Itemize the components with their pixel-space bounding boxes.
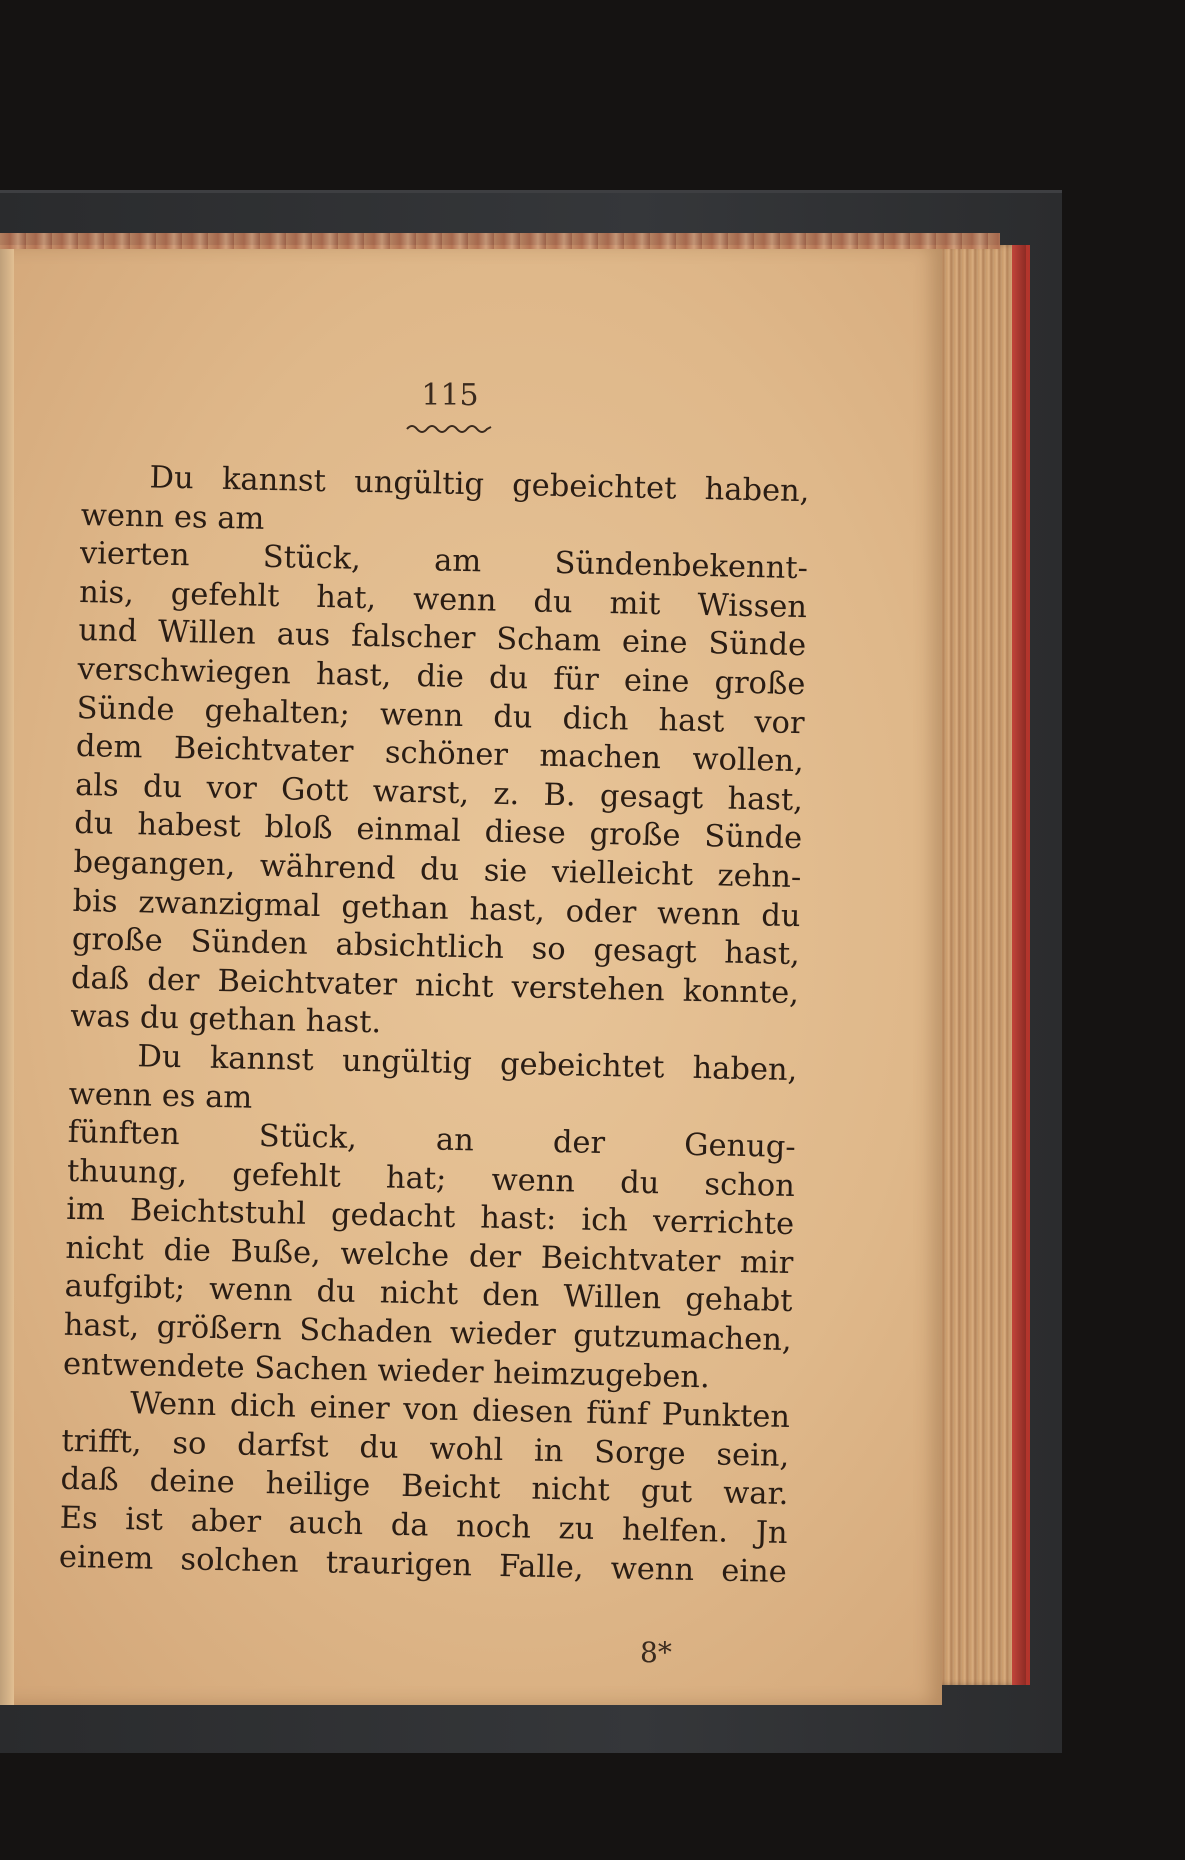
word: hat, (316, 579, 377, 616)
word: den (481, 1278, 540, 1315)
word: Jn (755, 1515, 788, 1552)
word: helfen. (621, 1512, 729, 1550)
word: einer (309, 1390, 390, 1427)
word: Buße, (230, 1234, 322, 1272)
word: Stück, (258, 1118, 358, 1156)
word: machen (539, 738, 662, 777)
word: Du (137, 1039, 182, 1076)
word: oder (565, 893, 637, 931)
word: Du (149, 460, 195, 497)
word: da (390, 1507, 429, 1544)
word: so (172, 1425, 207, 1462)
word: verschwiegen (77, 651, 292, 692)
word: kannst (221, 461, 327, 500)
word: bis (72, 883, 119, 920)
word: bloß (264, 810, 333, 847)
word: Gott (280, 771, 349, 809)
word: nicht (379, 1275, 459, 1313)
word: Beichtvater (540, 1240, 721, 1280)
word: verrichte (652, 1204, 795, 1243)
word: eine (720, 1553, 788, 1590)
word: große (71, 922, 164, 959)
word: vor (753, 704, 805, 741)
word: du (316, 1274, 357, 1311)
word: du (619, 1165, 660, 1201)
word: wenn (379, 696, 464, 734)
word: vor (206, 770, 258, 807)
word: wieder (449, 1315, 557, 1354)
word: der (552, 1125, 606, 1162)
word: ungültig (353, 464, 485, 503)
word: hast, (723, 935, 801, 973)
word: die (416, 659, 465, 696)
word: größern (156, 1309, 283, 1348)
word: Sünde (704, 819, 803, 857)
word: Sündenbekennt- (554, 546, 809, 587)
word: und (78, 613, 138, 650)
word: Willen (563, 1279, 662, 1317)
word: nicht (414, 967, 494, 1005)
word: auch (288, 1505, 364, 1543)
word: diesen (471, 1393, 574, 1431)
word: sie (483, 853, 528, 890)
word: Falle, (498, 1548, 584, 1586)
ornament-rule-icon (405, 420, 493, 434)
word: Sorge (593, 1434, 687, 1472)
word: wenn (491, 1162, 576, 1200)
word: daß (60, 1462, 120, 1499)
word: gut (640, 1474, 693, 1511)
word: ungültig (341, 1043, 473, 1082)
word: wohl (429, 1431, 504, 1468)
word: vielleicht (551, 854, 694, 893)
word: so (531, 931, 567, 968)
word: mir (739, 1244, 794, 1281)
word: darfst (236, 1427, 330, 1465)
word: Es (59, 1500, 99, 1537)
word: noch (455, 1509, 532, 1546)
word: dem (75, 729, 143, 766)
word: nicht (531, 1472, 611, 1509)
word: daß (70, 960, 130, 997)
text-line: wenn es am (80, 497, 265, 537)
word: wenn (610, 1550, 695, 1588)
word: der (146, 962, 200, 999)
word: gedacht (330, 1197, 456, 1236)
word: begangen, (73, 844, 236, 884)
word: Punkten (661, 1397, 791, 1436)
word: vierten (79, 536, 190, 574)
word: warst, (372, 773, 470, 811)
word: wenn (656, 895, 741, 933)
word: während (259, 848, 396, 887)
word: Beichtvater (173, 731, 354, 770)
word: von (402, 1392, 459, 1429)
word: schon (704, 1166, 796, 1204)
word: hast (658, 702, 725, 740)
word: die (163, 1232, 212, 1269)
word: haben, (704, 472, 810, 510)
word: du (493, 699, 533, 736)
word: habest (137, 807, 242, 845)
word: einmal (356, 812, 462, 850)
word: z. (493, 776, 520, 812)
word: gebeichtet (511, 468, 677, 507)
word: der (468, 1239, 522, 1276)
word: Scham (495, 622, 602, 660)
word: Schaden (298, 1312, 433, 1351)
word: du (359, 1429, 399, 1466)
word: fünf (585, 1396, 649, 1433)
word: solchen (180, 1541, 300, 1580)
word: für (552, 661, 600, 698)
word: nis, (78, 574, 135, 611)
word: gethan (341, 889, 450, 927)
word: du (73, 806, 114, 843)
word: Genug- (683, 1127, 797, 1166)
word: absichtlich (335, 927, 505, 967)
word: du (488, 660, 529, 697)
word: eine (623, 663, 690, 700)
word: traurigen (325, 1544, 473, 1584)
word: B. (543, 777, 577, 814)
word: hast, (315, 656, 392, 694)
word: verstehen (511, 969, 666, 1009)
word: du (760, 897, 801, 934)
word: Willen (157, 615, 257, 653)
word: hast, (469, 891, 546, 929)
word: du (419, 852, 460, 888)
word: Beichtvater (217, 963, 398, 1003)
text-line: was du gethan hast. (69, 999, 382, 1041)
word: haben, (692, 1050, 798, 1089)
word: du (142, 769, 183, 805)
word: falscher (350, 619, 476, 657)
word: hast, (63, 1307, 140, 1345)
word: Wenn (129, 1386, 217, 1424)
word: welche (340, 1236, 450, 1274)
word: schöner (384, 735, 509, 774)
word: dich (562, 700, 629, 738)
word: mit (609, 585, 661, 622)
word: aber (190, 1503, 262, 1541)
body-text (59, 458, 810, 1592)
word: dich (229, 1388, 297, 1425)
word: fünften (67, 1114, 181, 1153)
word: trifft, (61, 1423, 142, 1461)
word: nicht (65, 1230, 145, 1268)
word: im (65, 1192, 106, 1228)
word: zu (558, 1511, 595, 1547)
word: heilige (265, 1466, 371, 1504)
text-line: wenn es am (68, 1076, 253, 1116)
word: große (589, 817, 681, 854)
word: große (714, 665, 806, 703)
word: konnte, (682, 973, 800, 1011)
word: hast: (480, 1200, 557, 1238)
facing-page-edge (0, 245, 14, 1705)
word: eine (621, 624, 688, 662)
word: an (435, 1122, 475, 1159)
word: zwanzigmal (138, 884, 322, 924)
word: gehalten; (204, 693, 351, 732)
word: einem (58, 1539, 154, 1577)
word: ich (581, 1202, 629, 1239)
word: hat; (385, 1160, 447, 1197)
text-line: entwendete Sachen wieder heimzugeben. (62, 1346, 711, 1396)
word: gutzumachen, (572, 1318, 793, 1359)
word: Sünden (190, 924, 309, 962)
word: Wissen (697, 587, 808, 625)
word: du (533, 584, 573, 621)
catchword: 8* (640, 1636, 672, 1669)
word: kannst (209, 1040, 315, 1078)
word: wenn (208, 1272, 293, 1310)
word: war. (722, 1476, 789, 1513)
word: Sünde (708, 626, 807, 664)
word: Stück, (262, 540, 362, 578)
word: gefehlt (170, 576, 280, 614)
word: in (533, 1433, 564, 1470)
word: diese (484, 814, 567, 852)
word: am (433, 543, 482, 580)
word: Beicht (400, 1469, 501, 1507)
word: Sünde (76, 690, 175, 728)
word: wollen, (692, 742, 805, 780)
word: aus (276, 617, 331, 654)
word: thuung, (66, 1153, 188, 1192)
word: gesagt (593, 932, 697, 971)
headband (0, 233, 1000, 249)
word: Beichtstuhl (129, 1193, 307, 1233)
word: gehabt (684, 1282, 793, 1320)
word: gefehlt (231, 1156, 342, 1195)
word: zehn- (717, 858, 802, 896)
word: deine (149, 1464, 236, 1501)
word: gebeichtet (499, 1046, 665, 1086)
word: sein, (716, 1437, 790, 1474)
word: wenn (412, 581, 497, 619)
word: aufgibt; (64, 1269, 186, 1307)
word: ist (124, 1502, 164, 1538)
red-page-edge (1012, 245, 1026, 1685)
word: hast, (727, 781, 804, 818)
page-number: 115 (421, 378, 479, 413)
word: gesagt (599, 778, 704, 816)
word: als (74, 767, 120, 804)
